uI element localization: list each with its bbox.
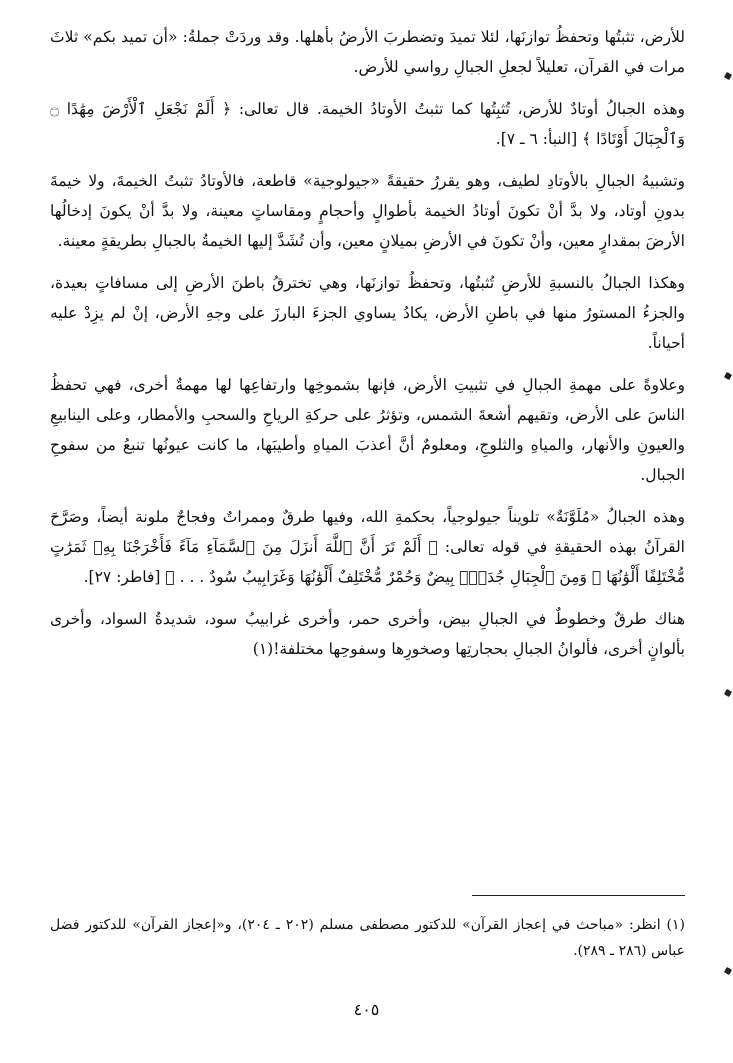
paragraph-7: هناك طرقٌ وخطوطٌ في الجبالِ بيض، وأخرى حمر، وأخرى غرابيبُ سود، شديدةُ السواد، وأخرى بألوانٍ أخرى، فألوانُ الجبالِ بحجارتِها وصخورِها وسفوحِها مختلفة!(١) bbox=[50, 610, 685, 658]
paragraph-6: وهذه الجبالُ «مُلَوَّنَةٌ» تلويناً جيولوجياً، بحكمةِ الله، وفيها طرقٌ وممراتٌ وفجاجٌ ملونة أيضاً، وصَرَّحَ القرآنُ بهذه الحقيقةِ في قوله تعالى: ﴿ أَلَمْ تَرَ أَنَّ ٱللَّهَ أَنزَلَ مِنَ ٱلسَّمَآءِ مَآءً فَأَخْرَجْنَا بِهِۦ ثَمَرَٰتٍ مُّخْتَلِفًا أَلْوَٰنُهَا ۚ وَمِنَ ٱلْجِبَالِ جُدَدٌۢ بِيضٌ وَحُمْرٌ مُّخْتَلِفٌ أَلْوَٰنُهَا وَغَرَابِيبُ سُودٌ . . . ﴾ [فاطر: ٢٧]. bbox=[50, 508, 685, 586]
margin-mark bbox=[724, 689, 732, 697]
margin-mark bbox=[724, 372, 732, 380]
footnote: (١) انظر: «مباحث في إعجاز القرآن» للدكتور مصطفى مسلم (٢٠٢ ـ ٢٠٤)، و«إعجاز القرآن» للدكتور فضل عباس (٢٨٦ ـ ٢٨٩). bbox=[50, 917, 685, 959]
page-number: ٤٠٥ bbox=[353, 1000, 380, 1019]
paragraph-4: وهكذا الجبالُ بالنسبةِ للأرضِ تُثبتُها، وتحفظُ توازنَها، وهي تخترقُ باطنَ الأرضِ إلى مسافاتٍ بعيدة، والجزءُ المستورُ منها في باطنِ الأرض، يكادُ يساوي الجزءَ البارزَ على وجهِ الأرض، إنْ لم يزِدْ عليه أحياناً. bbox=[50, 274, 685, 352]
paragraph-5: وعلاوةً على مهمةِ الجبالِ في تثبيتِ الأرض، فإنها بشموخِها وارتفاعِها لها مهمةٌ أخرى، فهي تحفظُ الناسَ على الأرض، وتقيهم أشعةَ الشمس، وتؤثرُ على حركةِ الرياحِ والسحبِ والأمطار، وعلى الينابيعِ والعيونِ والأنهار، والمياهِ والثلوجِ، ومعلومٌ أنَّ أعذبَ المياهِ وأطيبَها، ما كانت عيونُها تنبعُ من سفوحِ الجبال. bbox=[50, 376, 685, 484]
paragraph-1: للأرض، تثبتُها وتحفظُ توازنَها، لئلا تميدَ وتضطربَ الأرضُ بأهلها. وقد وردَتْ جملةُ: «أن تميد بكم» ثلاثَ مرات في القرآن، تعليلاً لجعلِ الجبالِ رواسي للأرض. bbox=[50, 28, 685, 76]
margin-mark bbox=[724, 72, 732, 80]
footnote-divider bbox=[472, 895, 685, 896]
paragraph-2: وهذه الجبالُ أوتادٌ للأرض، تُثبِتُها كما تثبتُ الأوتادُ الخيمة. قال تعالى: ﴿ أَلَمْ نَجْعَلِ ٱلْأَرْضَ مِهَٰدًا ۝ وَٱلْجِبَالَ أَوْتَادًا ﴾ [النبأ: ٦ ـ ٧]. bbox=[50, 100, 685, 148]
paragraph-3: وتشبيهُ الجبالِ بالأوتادِ لطيف، وهو يقررُ حقيقةً «جيولوجية» قاطعة، فالأوتادُ تثبتُ الخيمةَ، ولا خيمةَ بدونِ أوتاد، ولا بدَّ أنْ تكونَ أوتادُ الخيمة بأطوالٍ وأحجامٍ ومقاساتٍ معينة، ولا بدَّ أنْ يكونَ إدخالُها الأرضَ بمقدارٍ معين، وأنْ تكونَ في الأرضِ بميلانٍ معين، وأن تُشَدَّ إليها الخيمةُ بالجبالِ بطريقةٍ معينة. bbox=[50, 172, 685, 250]
page-body bbox=[50, 22, 685, 676]
margin-mark bbox=[724, 967, 732, 975]
